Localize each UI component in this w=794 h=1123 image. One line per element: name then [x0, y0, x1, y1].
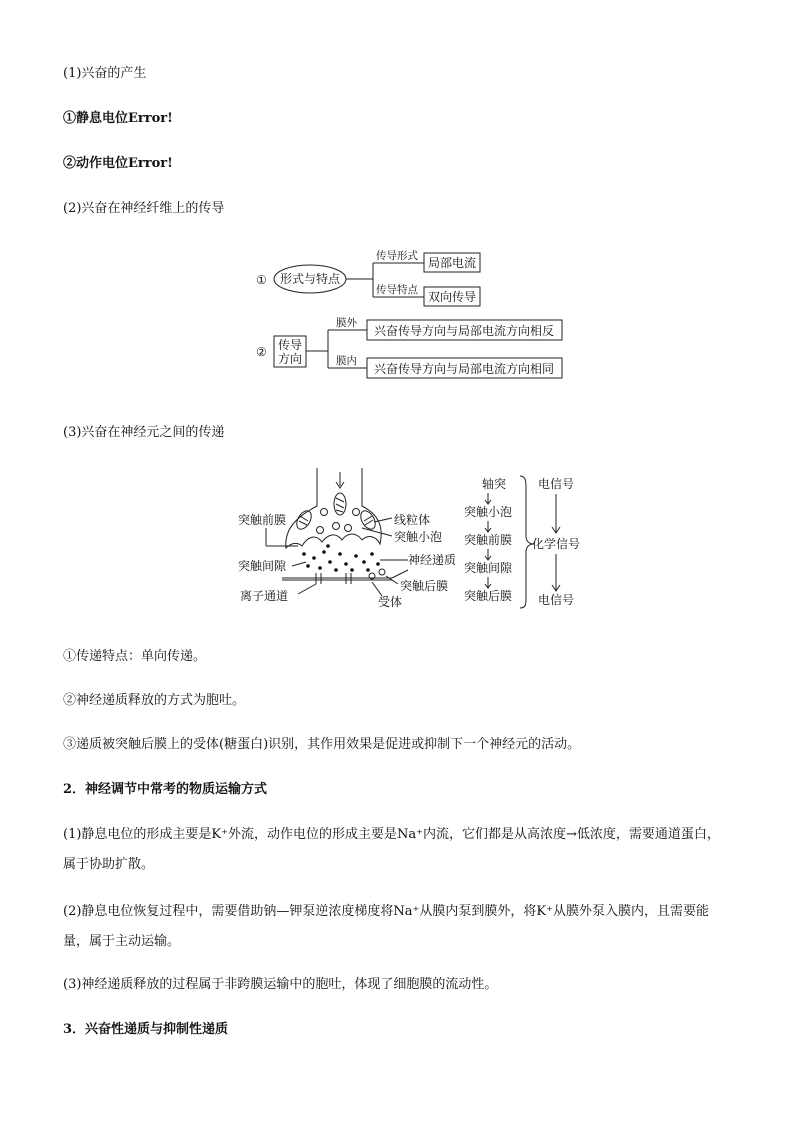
vesicle-label: 突触小泡	[394, 530, 443, 544]
inside-direction-text: 兴奋传导方向与局部电流方向相同	[373, 362, 555, 376]
paragraph-3: (3)神经递质释放的过程属于非跨膜运输中的胞吐，体现了细胞膜的流动性。	[63, 977, 498, 992]
section1-heading: (1)兴奋的产生	[63, 66, 147, 81]
signal-electric-top: 电信号	[537, 477, 575, 491]
section3-heading: (3)兴奋在神经元之间的传递	[63, 425, 225, 440]
ion-channel-label: 离子通道	[240, 589, 289, 603]
postsynaptic-label: 突触后膜	[400, 579, 449, 593]
bidirectional-text: 双向传导	[427, 290, 477, 304]
transmission-feature: ①传递特点：单向传递。	[63, 649, 207, 664]
receptor-label: 受体	[378, 595, 403, 609]
signal-chemical: 化学信号	[531, 537, 581, 551]
transmitter-label: 神经递质	[408, 553, 457, 567]
direction-node-line1: 传导	[277, 338, 303, 352]
presynaptic-label: 突触前膜	[238, 513, 287, 527]
outside-direction-text: 兴奋传导方向与局部电流方向相反	[373, 324, 555, 338]
paragraph-1: (1)静息电位的形成主要是K⁺外流，动作电位的形成主要是Na⁺内流，它们都是从高浓度→低浓度，需要通道蛋白，属于协助扩散。	[63, 827, 720, 872]
release-method: ②神经递质释放的方式为胞吐。	[63, 693, 246, 708]
diagram-number-1: ①	[256, 273, 267, 287]
heading-3: 3．兴奋性递质与抑制性递质	[63, 1022, 229, 1037]
outside-membrane-label: 膜外	[336, 317, 357, 329]
mitochondria-label: 线粒体	[394, 513, 431, 527]
cleft-label: 突触间隙	[238, 559, 287, 573]
diagram-number-2: ②	[256, 345, 267, 359]
conduction-form-label: 传导形式	[376, 250, 418, 262]
flow-vesicle: 突触小泡	[463, 505, 513, 519]
heading-2: 2．神经调节中常考的物质运输方式	[63, 782, 268, 797]
flow-presynaptic: 突触前膜	[463, 533, 513, 547]
paragraph-2: (2)静息电位恢复过程中，需要借助钠—钾泵逆浓度梯度将Na⁺从膜内泵到膜外，将K⁺从膜外泵入膜内，且需要能量，属于主动运输。	[63, 904, 709, 949]
synapse-diagram	[232, 466, 594, 616]
flow-cleft: 突触间隙	[463, 561, 513, 575]
section2-heading: (2)兴奋在神经纤维上的传导	[63, 201, 225, 216]
form-feature-label: 形式与特点	[279, 272, 341, 286]
conduction-feature-label: 传导特点	[376, 284, 418, 296]
conduction-diagram	[252, 240, 572, 396]
flow-postsynaptic: 突触后膜	[463, 589, 513, 603]
signal-electric-bottom: 电信号	[537, 593, 575, 607]
inside-membrane-label: 膜内	[336, 355, 357, 367]
receptor-recognition: ③递质被突触后膜上的受体(糖蛋白)识别，其作用效果是促进或抑制下一个神经元的活动。	[63, 737, 581, 752]
local-current-text: 局部电流	[427, 256, 477, 270]
direction-node-line2: 方向	[277, 352, 303, 366]
resting-potential-item: ①静息电位Error!	[63, 111, 173, 126]
flow-axon: 轴突	[481, 477, 507, 491]
action-potential-item: ②动作电位Error!	[63, 156, 173, 171]
